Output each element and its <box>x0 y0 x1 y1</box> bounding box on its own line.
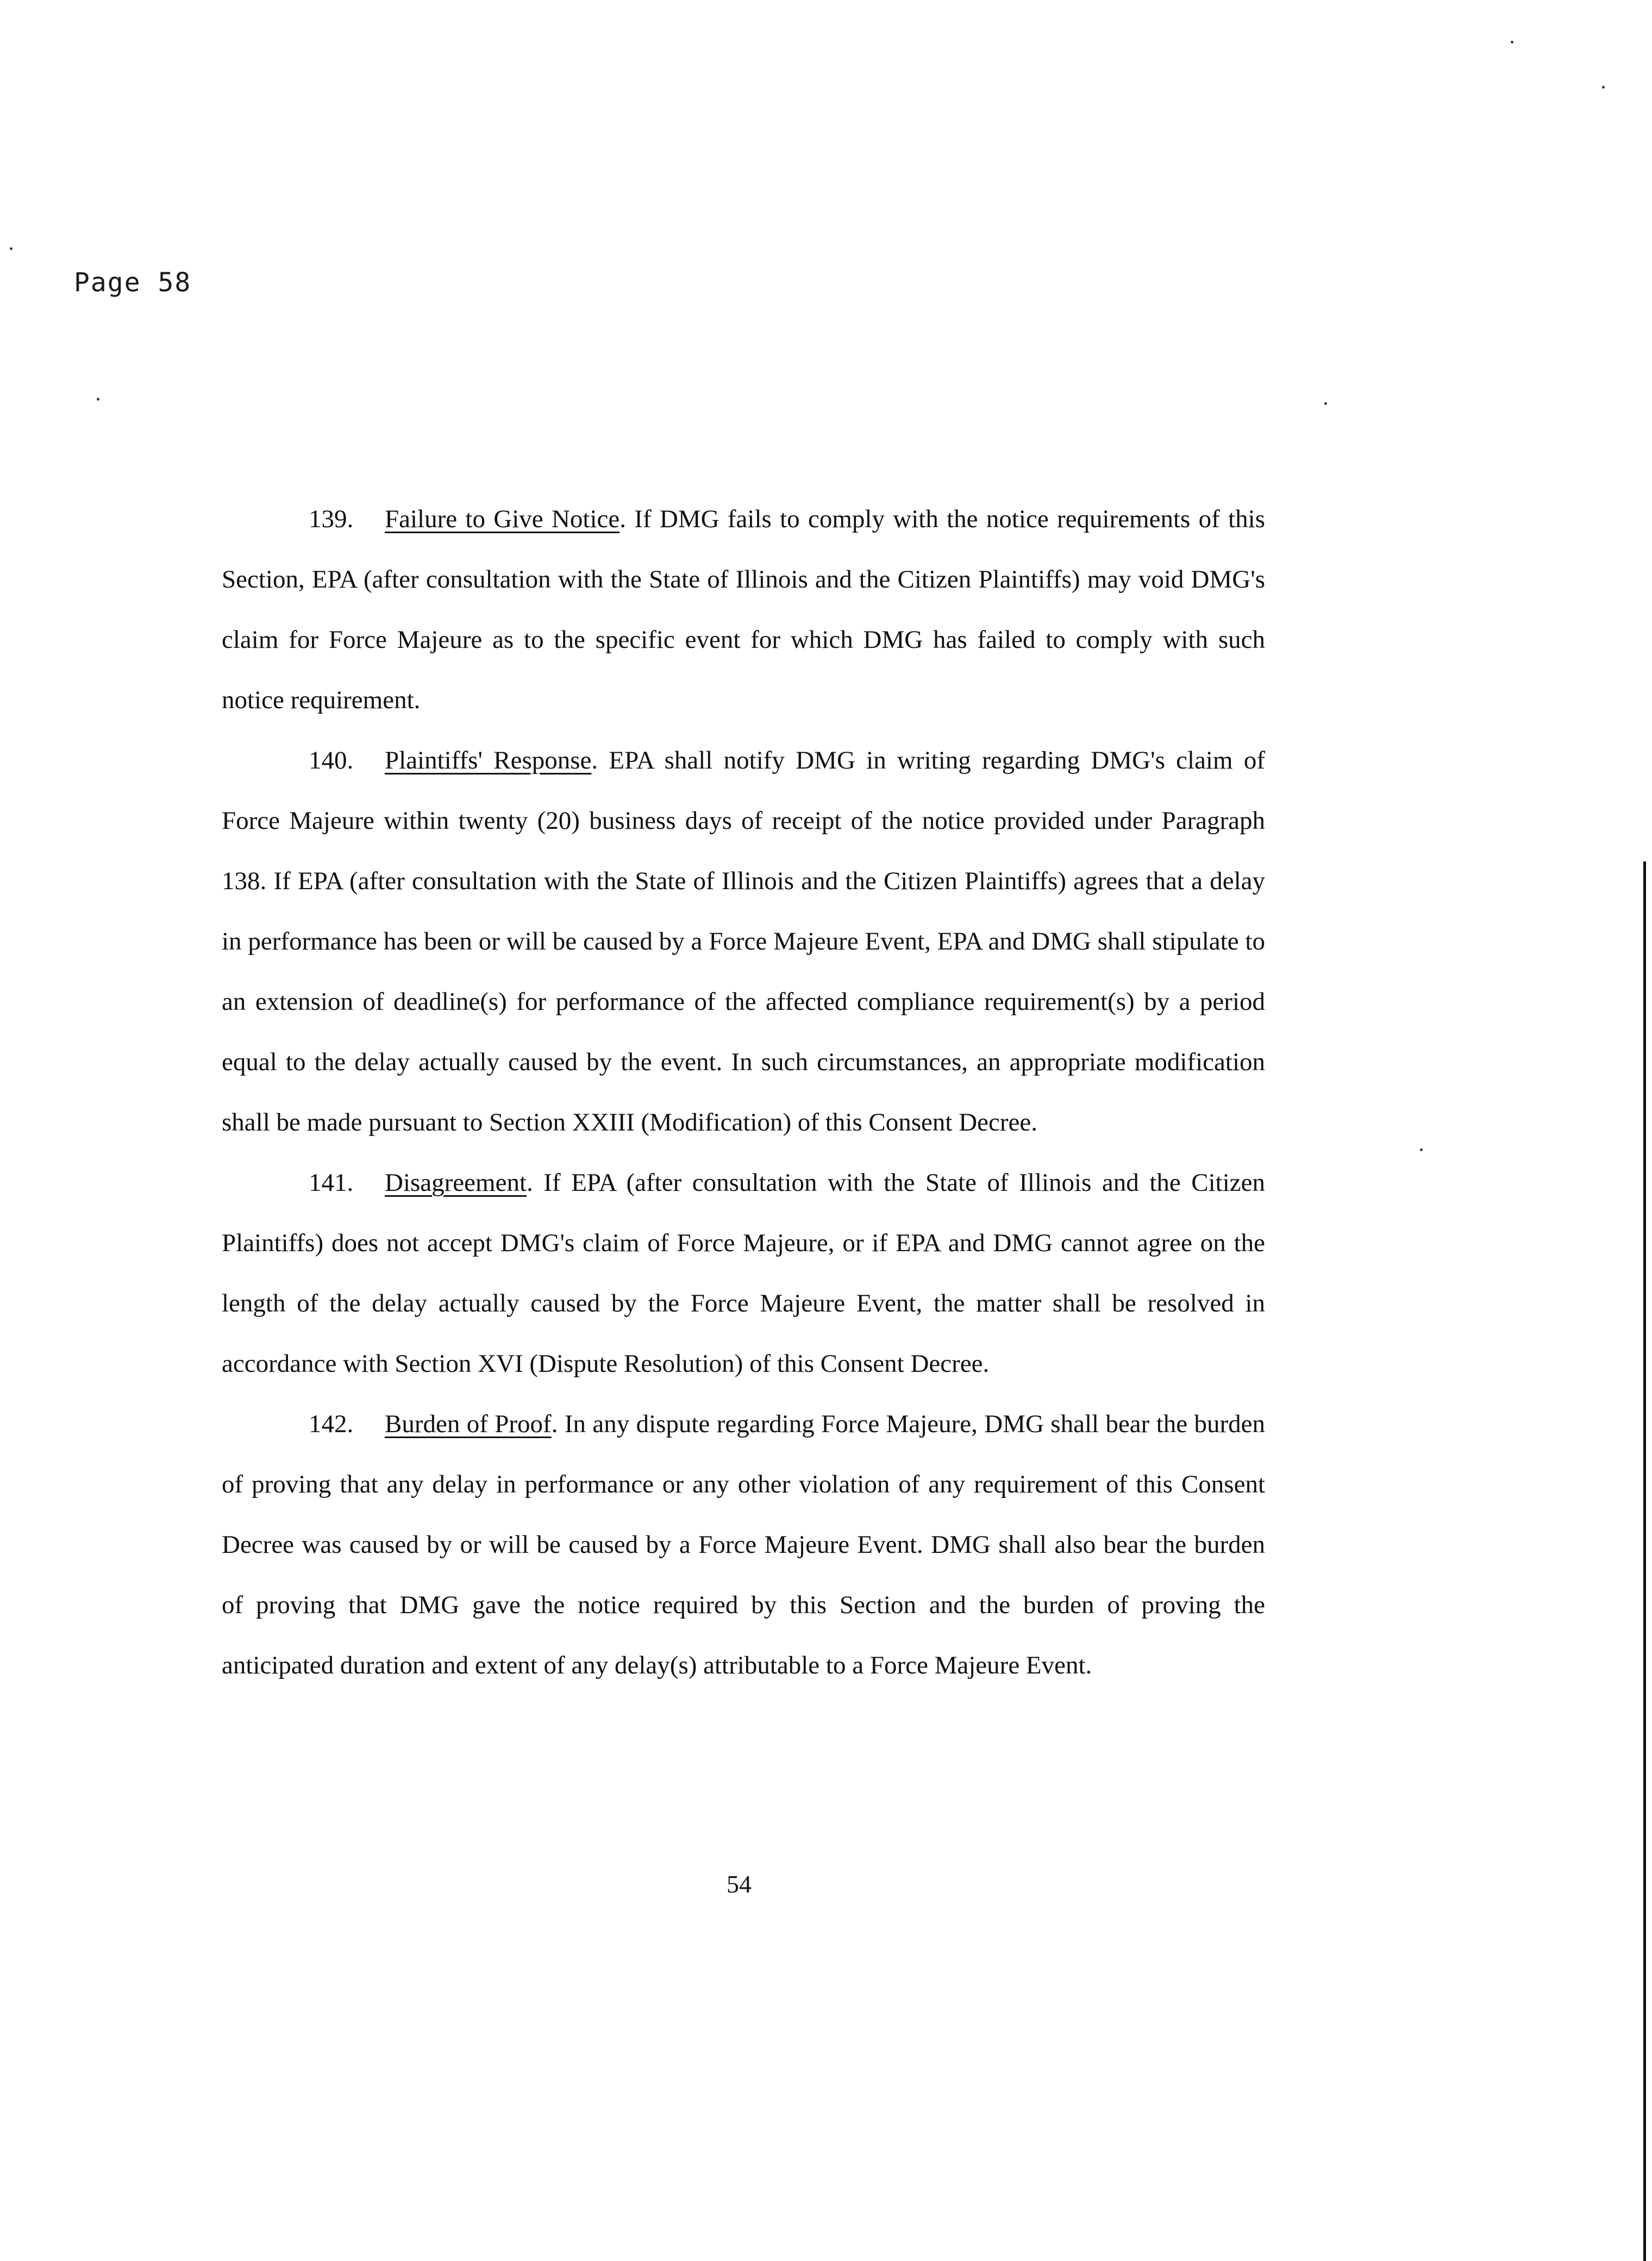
scan-speck <box>97 398 99 401</box>
paragraph-number: 141. <box>309 1169 354 1197</box>
paragraph-140 <box>222 730 1265 1153</box>
paragraph-heading: Plaintiffs' Response <box>385 746 592 775</box>
paragraph-142 <box>222 1394 1265 1696</box>
paragraph-number: 139. <box>309 505 354 533</box>
scan-speck <box>1511 41 1513 43</box>
paragraph-heading: Burden of Proof <box>385 1410 552 1438</box>
scan-speck <box>1602 86 1605 89</box>
page-header-label: Page 58 <box>74 267 192 298</box>
paragraph-number: 142. <box>309 1410 354 1438</box>
scan-speck <box>10 247 12 250</box>
paragraph-139 <box>222 489 1265 730</box>
paragraph-text: . If EPA (after consultation with the State of Illinois and the Citizen Plaintiffs) does not accept DMG's claim of Force Majeure, or if EPA and DMG cannot agree on the length of the delay actually caused by the Force Majeure Event, the matter shall be resolved in accordance with Section XVI (Dispute Resolution) of this Consent Decree. <box>222 1169 1265 1378</box>
paragraph-text: . EPA shall notify DMG in writing regarding DMG's claim of Force Majeure within twenty (20) business days of receipt of the notice provided under Paragraph 138. If EPA (after consultation with the State of Illinois and the Citizen Plaintiffs) agrees that a delay in performance has been or will be caused by a Force Majeure Event, EPA and DMG shall stipulate to an extension of deadline(s) for performance of the affected compliance requirement(s) by a period equal to the delay actually caused by the event. In such circumstances, an appropriate modification shall be made pursuant to Section XXIII (Modification) of this Consent Decree. <box>222 746 1265 1136</box>
document-body <box>222 489 1265 1696</box>
scan-speck <box>1324 402 1327 405</box>
scan-edge-line <box>1643 861 1646 2261</box>
paragraph-heading: Failure to Give Notice <box>385 505 620 533</box>
paragraph-number: 140. <box>309 746 354 775</box>
paragraph-heading: Disagreement <box>385 1169 527 1197</box>
paragraph-141 <box>222 1153 1265 1394</box>
scan-speck <box>1420 1148 1423 1151</box>
footer-page-number: 54 <box>727 1870 752 1898</box>
paragraph-text: . In any dispute regarding Force Majeure, DMG shall bear the burden of proving that any delay in performance or any other violation of any requirement of this Consent Decree was caused by or will be caused by a Force Majeure Event. DMG shall also bear the burden of proving that DMG gave the notice required by this Section and the burden of proving the anticipated duration and extent of any delay(s) attributable to a Force Majeure Event. <box>222 1410 1265 1679</box>
paragraph-text: . If DMG fails to comply with the notice requirements of this Section, EPA (after consultation with the State of Illinois and the Citizen Plaintiffs) may void DMG's claim for Force Majeure as to the specific event for which DMG has failed to comply with such notice requirement. <box>222 505 1266 714</box>
